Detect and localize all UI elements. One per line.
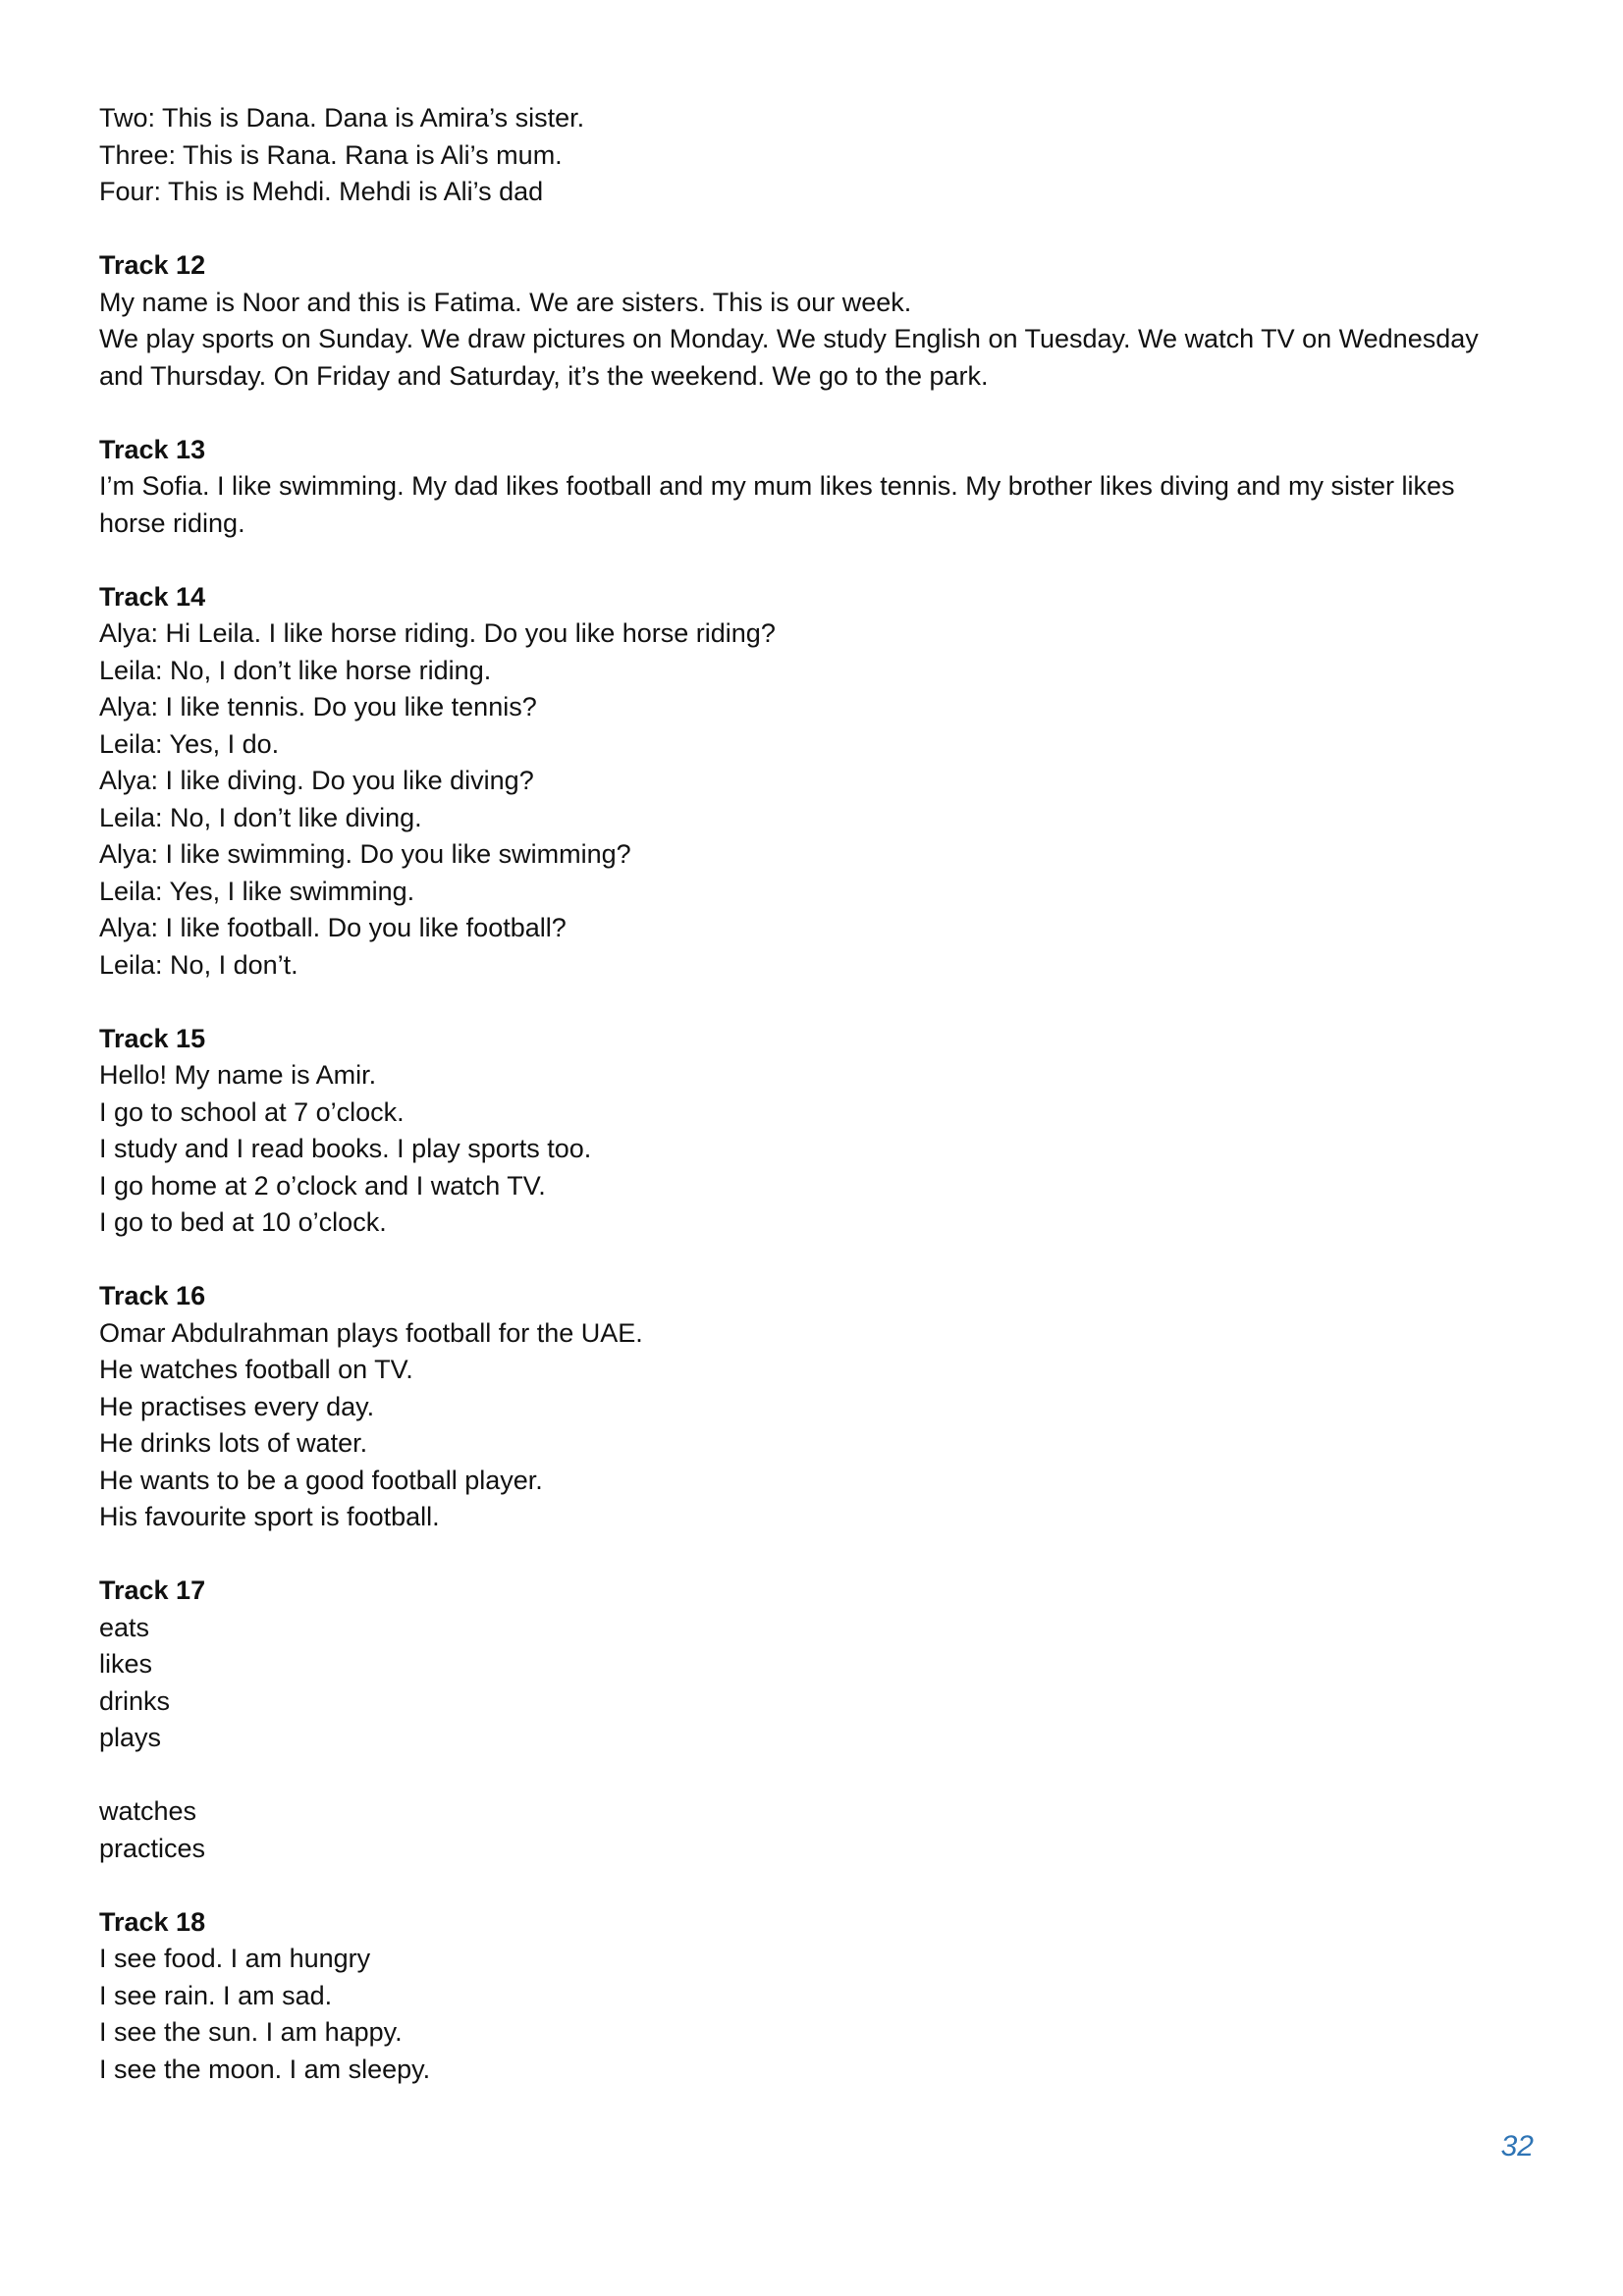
transcript-line: He practises every day.: [99, 1391, 375, 1421]
track-12-section: [99, 247, 1552, 395]
section-gap: [99, 395, 1552, 432]
section-gap: [99, 1242, 1552, 1279]
transcript-line: He wants to be a good football player.: [99, 1465, 543, 1495]
section-gap: [99, 1536, 1552, 1574]
dialogue-line: Leila: No, I don’t like horse riding.: [99, 655, 492, 685]
intro-section: [99, 100, 1552, 211]
section-gap: [99, 1867, 1552, 1904]
dialogue-line: Alya: I like diving. Do you like diving?: [99, 766, 534, 795]
word-item: drinks: [99, 1685, 171, 1716]
transcript-line: horse riding.: [99, 507, 245, 538]
transcript-line: His favourite sport is football.: [99, 1502, 440, 1531]
track-heading: Track 13: [99, 434, 206, 464]
track-15-section: [99, 1021, 1552, 1242]
word-item-blank: [99, 1757, 1552, 1794]
word-item: practices: [99, 1833, 206, 1863]
transcript-line: and Thursday. On Friday and Saturday, it’s the weekend. We go to the park.: [99, 360, 989, 391]
transcript-line: I go to school at 7 o’clock.: [99, 1096, 405, 1127]
transcript-line: I go home at 2 o’clock and I watch TV.: [99, 1170, 546, 1201]
track-heading: Track 15: [99, 1023, 206, 1053]
transcript-line: He drinks lots of water.: [99, 1428, 368, 1458]
transcript-line: I see rain. I am sad.: [99, 1980, 333, 2010]
transcript-line: Hello! My name is Amir.: [99, 1060, 377, 1090]
word-item: likes: [99, 1649, 153, 1679]
word-item: watches: [99, 1796, 197, 1826]
track-18-section: [99, 1904, 1552, 2089]
transcript-page: [99, 100, 1552, 2088]
transcript-line: Omar Abdulrahman plays football for the UAE.: [99, 1317, 643, 1348]
track-heading: Track 12: [99, 250, 206, 280]
transcript-line: I see the sun. I am happy.: [99, 2017, 403, 2047]
section-gap: [99, 211, 1552, 248]
intro-line: Three: This is Rana. Rana is Ali’s mum.: [99, 139, 563, 170]
track-heading: Track 18: [99, 1906, 206, 1937]
transcript-line: I see food. I am hungry: [99, 1944, 371, 1973]
track-heading: Track 16: [99, 1281, 206, 1310]
page-number: 32: [1500, 2130, 1534, 2163]
dialogue-line: Leila: No, I don’t like diving.: [99, 802, 422, 832]
transcript-line: He watches football on TV.: [99, 1355, 413, 1384]
section-gap: [99, 984, 1552, 1021]
intro-line: Four: This is Mehdi. Mehdi is Ali’s dad: [99, 177, 544, 206]
dialogue-line: Leila: No, I don’t.: [99, 949, 298, 980]
dialogue-line: Alya: Hi Leila. I like horse riding. Do you like horse riding?: [99, 618, 776, 648]
dialogue-line: Alya: I like tennis. Do you like tennis?: [99, 692, 537, 721]
dialogue-line: Alya: I like swimming. Do you like swimming?: [99, 839, 631, 869]
section-gap: [99, 542, 1552, 579]
transcript-line: I study and I read books. I play sports too.: [99, 1134, 592, 1163]
transcript-line: I go to bed at 10 o’clock.: [99, 1207, 387, 1237]
track-14-section: [99, 579, 1552, 985]
intro-line: Two: This is Dana. Dana is Amira’s sister.: [99, 103, 585, 133]
word-item: plays: [99, 1723, 162, 1752]
track-17-section: [99, 1573, 1552, 1867]
dialogue-line: Alya: I like football. Do you like football?: [99, 913, 567, 942]
transcript-line: We play sports on Sunday. We draw pictures on Monday. We study English on Tuesday. We watch TV on Wednesday: [99, 324, 1479, 353]
transcript-line: I see the moon. I am sleepy.: [99, 2054, 431, 2084]
dialogue-line: Leila: Yes, I like swimming.: [99, 876, 415, 906]
dialogue-line: Leila: Yes, I do.: [99, 728, 280, 759]
track-heading: Track 17: [99, 1575, 206, 1605]
track-16-section: [99, 1278, 1552, 1536]
track-13-section: [99, 432, 1552, 543]
track-heading: Track 14: [99, 581, 206, 612]
word-item: eats: [99, 1612, 150, 1642]
transcript-line: My name is Noor and this is Fatima. We are sisters. This is our week.: [99, 287, 912, 317]
transcript-line: I’m Sofia. I like swimming. My dad likes football and my mum likes tennis. My brother likes diving and my sister likes: [99, 471, 1455, 501]
